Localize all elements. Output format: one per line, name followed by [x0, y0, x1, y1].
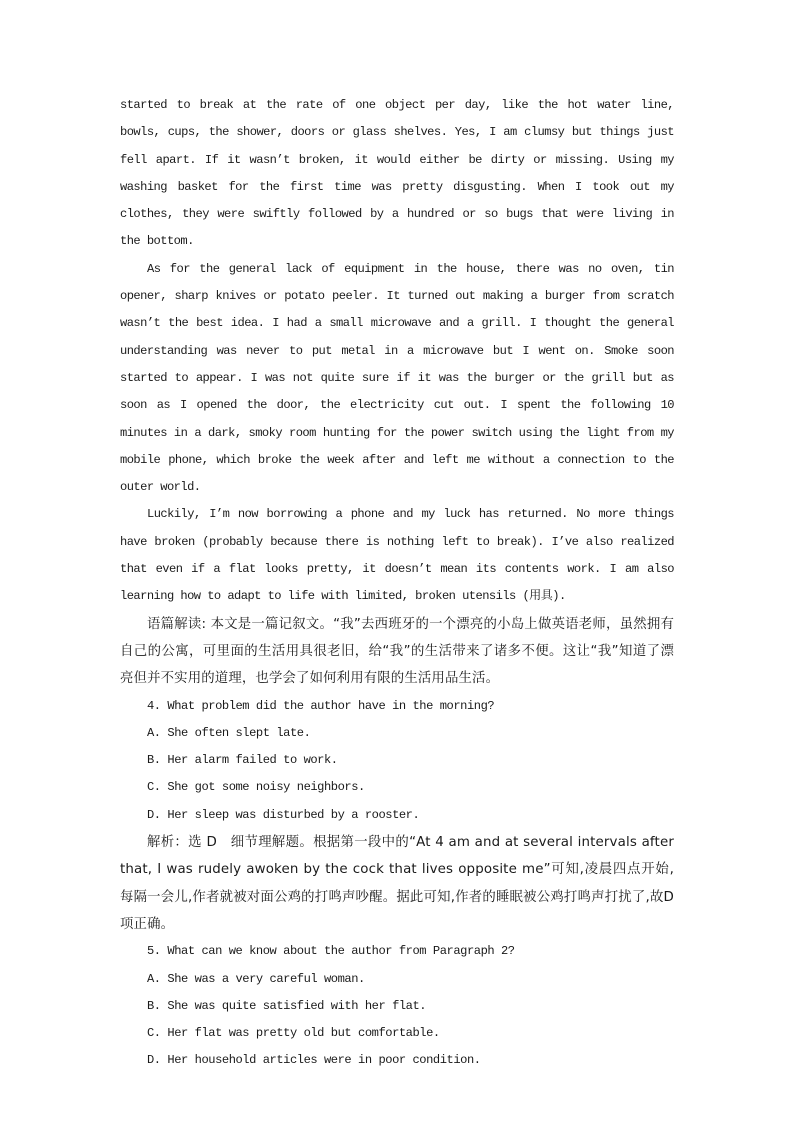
option-c: C. She got some noisy neighbors.: [147, 780, 365, 795]
question-5: [120, 938, 674, 1074]
passage-paragraph-3: Luckily, I’m now borrowing a phone and my luck has returned. No more things have broken (probably because there is nothing left to break). I’ve also realized that even if a flat looks pretty, it doesn’t mean its contents work. I am also learning how to adapt to life with limited, broken utensils (用具).: [120, 507, 674, 604]
option-b: B. Her alarm failed to work.: [147, 753, 338, 768]
option-d: D. Her sleep was disturbed by a rooster.: [147, 807, 420, 822]
document-page: [120, 92, 674, 1075]
reading-note: 语篇解读: 本文是一篇记叙文。“我”去西班牙的一个漂亮的小岛上做英语老师，虽然拥有自己的公寓，可里面的生活用具很老旧，给“我”的生活带来了诸多不便。这让“我”知道了漂亮但并不实用的道理，也学会了如何利用有限的生活用品生活。: [120, 616, 674, 687]
question-stem: 5. What can we know about the author from Paragraph 2?: [147, 944, 515, 959]
question-stem: 4. What problem did the author have in the morning?: [147, 698, 495, 713]
option-a: A. She often slept late.: [147, 725, 311, 740]
answer-analysis: 解析：选 D 细节理解题。根据第一段中的“At 4 am and at several intervals after that, I was rudely awoken by the cock that lives opposite me”可知,凌晨四点开始,每隔一会儿,作者就被对面公鸡的打鸣声吵醒。据此可知,作者的睡眠被公鸡打鸣声打扰了,故D项正确。: [120, 835, 674, 932]
option-b: B. She was quite satisfied with her flat.: [147, 998, 427, 1013]
option-c: C. Her flat was pretty old but comfortable.: [147, 1026, 440, 1041]
option-d: D. Her household articles were in poor condition.: [147, 1053, 481, 1068]
option-a: A. She was a very careful woman.: [147, 971, 365, 986]
question-4: [120, 693, 674, 939]
passage-paragraph-1-end: started to break at the rate of one object per day, like the hot water line, bowls, cups, the shower, doors or glass shelves. Yes, I am clumsy but things just fell apart. If it wasn’t broken, it would either be dirty or missing. Using my washing basket for the first time was pretty disgusting. When I took out my clothes, they were swiftly followed by a hundred or so bugs that were living in the bottom.: [120, 98, 674, 249]
passage-paragraph-2: As for the general lack of equipment in the house, there was no oven, tin opener, sharp knives or potato peeler. It turned out making a burger from scratch wasn’t the best idea. I had a small microwave and a grill. I thought the general understanding was never to put metal in a microwave but I went on. Smoke soon started to appear. I was not quite sure if it was the burger or the grill but as soon as I opened the door, the electricity cut out. I spent the following 10 minutes in a dark, smoky room hunting for the power switch using the light from my mobile phone, which broke the week after and left me without a connection to the outer world.: [120, 261, 674, 495]
